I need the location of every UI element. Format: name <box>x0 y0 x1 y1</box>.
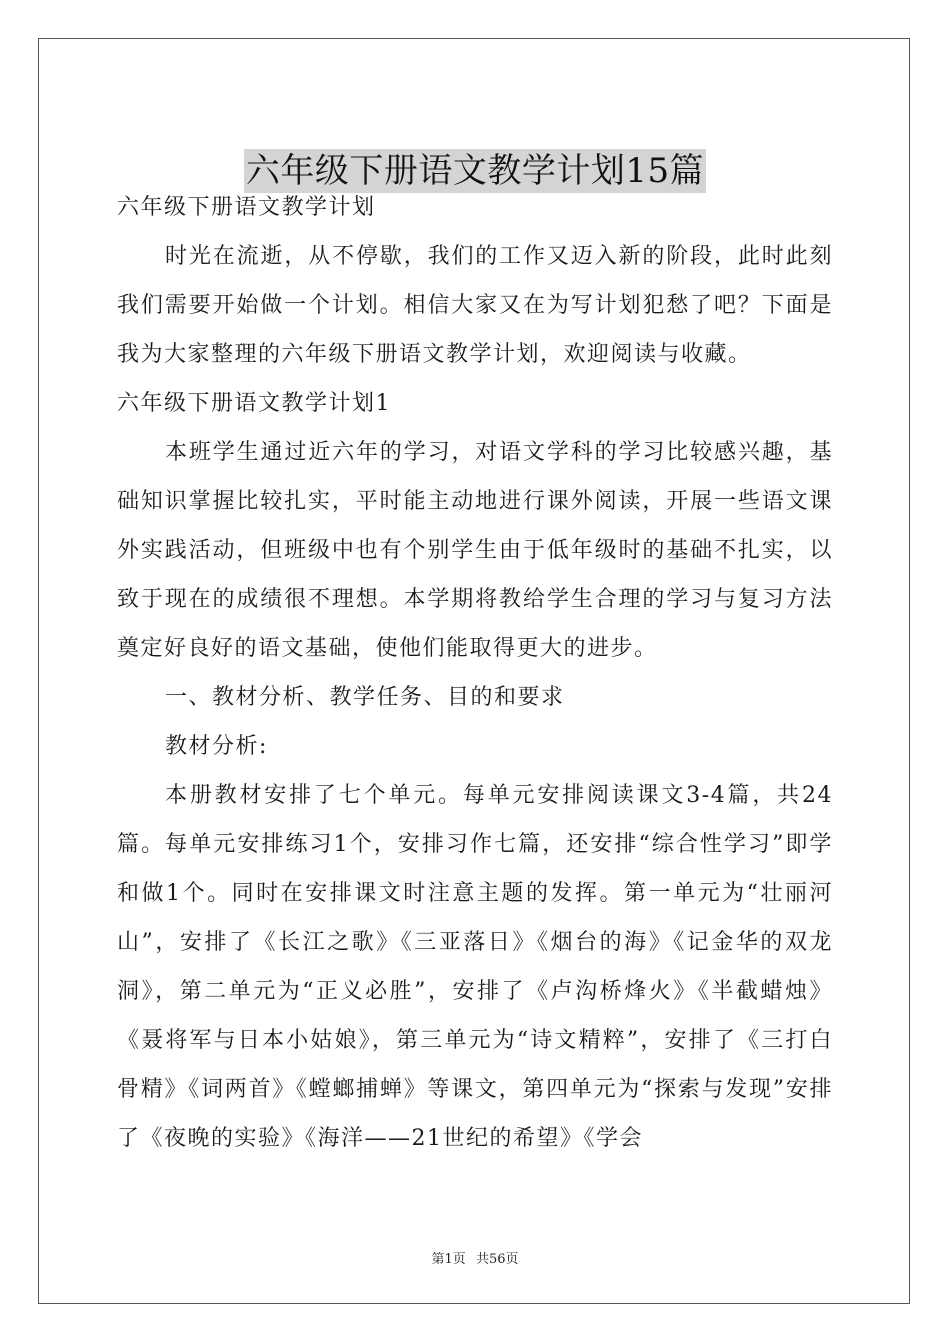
section-subheading: 一、教材分析、教学任务、目的和要求 <box>165 685 565 710</box>
section-heading: 六年级下册语文教学计划1 <box>117 391 391 416</box>
page-footer <box>0 1248 950 1267</box>
intro-paragraph: 时光在流逝，从不停歇，我们的工作又迈入新的阶段，此时此刻我们需要开始做一个计划。相信大家又在为写计划犯愁了吧？下面是我为大家整理的六年级下册语文教学计划，欢迎阅读与收藏。 <box>117 244 833 367</box>
document-title: 六年级下册语文教学计划15篇 <box>245 150 705 191</box>
page-number: 第1页 <box>431 1252 466 1267</box>
page-total: 共56页 <box>475 1252 519 1267</box>
section-subheading-2: 教材分析: <box>165 734 268 759</box>
document-body <box>117 183 833 1163</box>
document-subtitle: 六年级下册语文教学计划 <box>117 195 376 220</box>
section-paragraph-2: 本册教材安排了七个单元。每单元安排阅读课文3-4篇，共24篇。每单元安排练习1个，安排习作七篇，还安排“综合性学习”即学和做1个。同时在安排课文时注意主题的发挥。第一单元为“壮丽河山”，安排了《长江之歌》《三亚落日》《烟台的海》《记金华的双龙洞》，第二单元为“正义必胜”，安排了《卢沟桥烽火》《半截蜡烛》《聂将军与日本小姑娘》，第三单元为“诗文精粹”，安排了《三打白骨精》《词两首》《螳螂捕蝉》等课文，第四单元为“探索与发现”安排了《夜晚的实验》《海洋——21世纪的希望》《学会 <box>117 783 833 1151</box>
section-paragraph-1: 本班学生通过近六年的学习，对语文学科的学习比较感兴趣，基础知识掌握比较扎实，平时能主动地进行课外阅读，开展一些语文课外实践活动，但班级中也有个别学生由于低年级时的基础不扎实，以致于现在的成绩很不理想。本学期将教给学生合理的学习与复习方法奠定好良好的语文基础，使他们能取得更大的进步。 <box>117 440 833 661</box>
